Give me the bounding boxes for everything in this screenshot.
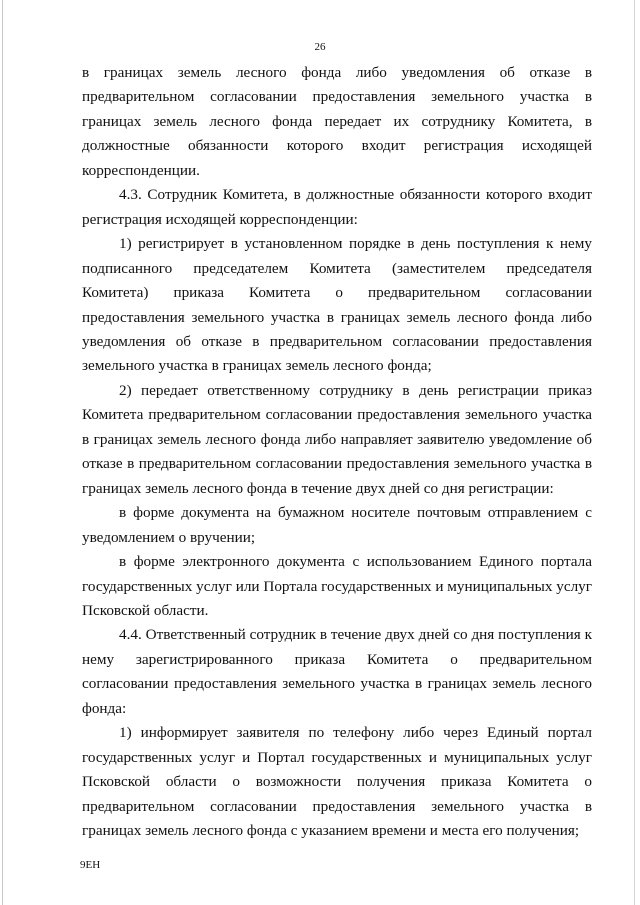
- page-number: 26: [314, 41, 326, 53]
- paragraph-4-3: 4.3. Сотрудник Комитета, в должностные обязанности которого входит регистрация исходящей корреспонденции:: [82, 186, 592, 228]
- footer-code: 9ЕН: [80, 859, 101, 871]
- paragraph-4-4: 4.4. Ответственный сотрудник в течение двух дней со дня поступления к нему зарегистрированного приказа Комитета о предварительном согласовании предоставления земельного участка в границах земель лесного фонда:: [82, 626, 592, 717]
- paragraph-4-3-item-1: 1) регистрирует в установленном порядке в день поступления к нему подписанного председателем Комитета (заместителем председателя Комитета) приказа Комитета о предварительном согласовании предоставления земельного участка в границах земель лесного фонда либо уведомления об отказе в предварительном согласовании предоставления земельного участка в границах земель лесного фонда;: [82, 235, 592, 375]
- document-body: [82, 61, 592, 844]
- paragraph-electronic-form: в форме электронного документа с использованием Единого портала государственных услуг или Портала государственных и муниципальных услуг Псковской области.: [82, 553, 592, 619]
- paragraph-4-3-item-2: 2) передает ответственному сотруднику в день регистрации приказ Комитета предварительном согласовании предоставления земельного участка в границах земель лесного фонда либо направляет заявителю уведомление об отказе в предварительном согласовании предоставления земельного участка в границах земель лесного фонда в течение двух дней со дня регистрации:: [82, 381, 592, 497]
- scan-edge-right: [634, 0, 635, 905]
- paragraph-4-4-item-1: 1) информирует заявителя по телефону либо через Единый портал государственных услуг и Портал государственных и муниципальных услуг Псковской области о возможности получения приказа Комитета о предварительном согласовании предоставления земельного участка в границах земель лесного фонда с указанием времени и места его получения;: [82, 724, 592, 840]
- paragraph-paper-form: в форме документа на бумажном носителе почтовым отправлением с уведомлением о вручении;: [82, 504, 592, 546]
- paragraph-continuation: в границах земель лесного фонда либо уведомления об отказе в предварительном согласовании предоставления земельного участка в границах земель лесного фонда передает их сотруднику Комитета, в должностные обязанности которого входит регистрация исходящей корреспонденции.: [82, 64, 592, 179]
- scan-edge-left: [2, 0, 3, 905]
